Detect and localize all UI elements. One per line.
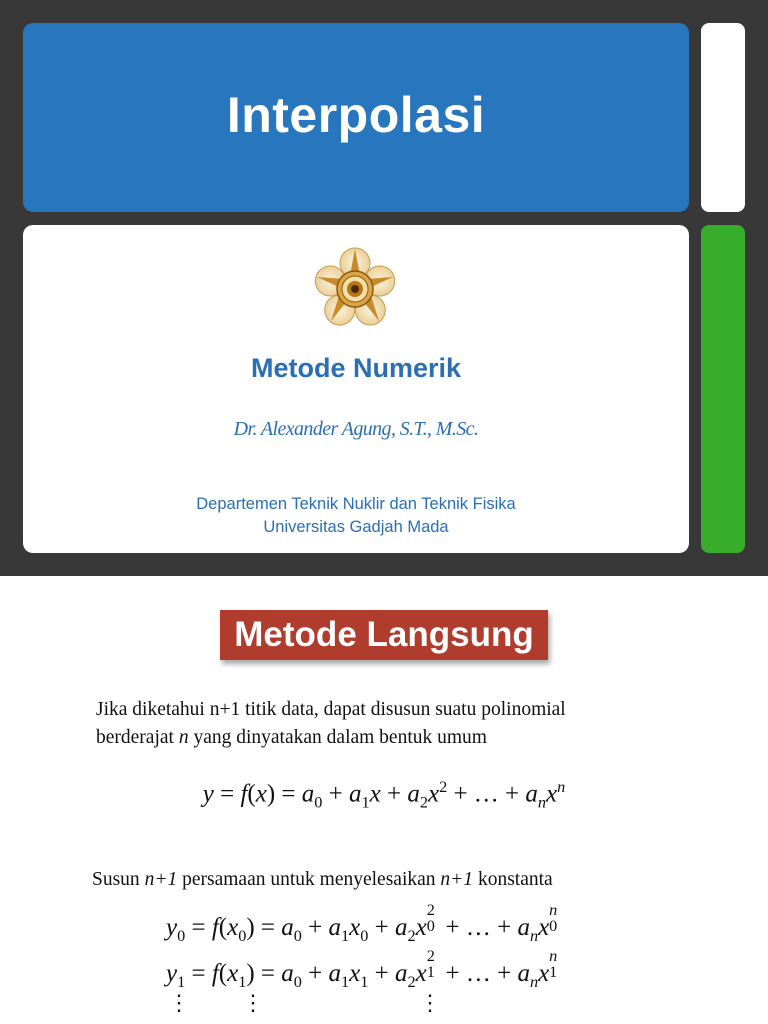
slide-title: Interpolasi [226, 86, 486, 143]
instruction-text: Susun n+1 persamaan untuk menyelesaikan n+1 konstanta [92, 869, 553, 890]
intro-line-1: Jika diketahui n+1 titik data, dapat disusun suatu polinomial [96, 699, 566, 720]
intro-paragraph [96, 696, 696, 752]
vertical-dots-3: ⋮ [419, 990, 441, 1015]
general-polynomial-equation: $y = f(x) = a_0 + a_1x + a_2x^2$ + … + $a_nx^n$ [202, 778, 566, 812]
affiliation [23, 493, 689, 539]
system-equation-0: $y_0 = f(x_0) = a_0 + a_1x_0 + a_2x$ 2 0 + … + $a_nx$ n 0 [166, 901, 558, 945]
vertical-dots-2: ⋮ [242, 990, 264, 1015]
vertical-dots-1: ⋮ [168, 990, 190, 1015]
author-name: Dr. Alexander Agung, S.T., M.Sc. [233, 418, 479, 440]
department-name: Departemen Teknik Nuklir dan Teknik Fisika [196, 495, 516, 513]
title-banner [23, 23, 689, 212]
side-bar-white [701, 23, 745, 212]
intro-line-2: berderajat n yang dinyatakan dalam bentuk umum [96, 727, 487, 748]
system-equation-1: $y_1 = f(x_1) = a_0 + a_1x_1 + a_2x$ 2 1 + … + $a_nx$ n 1 [166, 947, 558, 991]
course-name: Metode Numerik [250, 353, 462, 383]
side-bar-green [701, 225, 745, 553]
section-title: Metode Langsung [220, 610, 548, 660]
university-name: Universitas Gadjah Mada [263, 518, 449, 536]
ugm-emblem-logo [311, 245, 399, 333]
